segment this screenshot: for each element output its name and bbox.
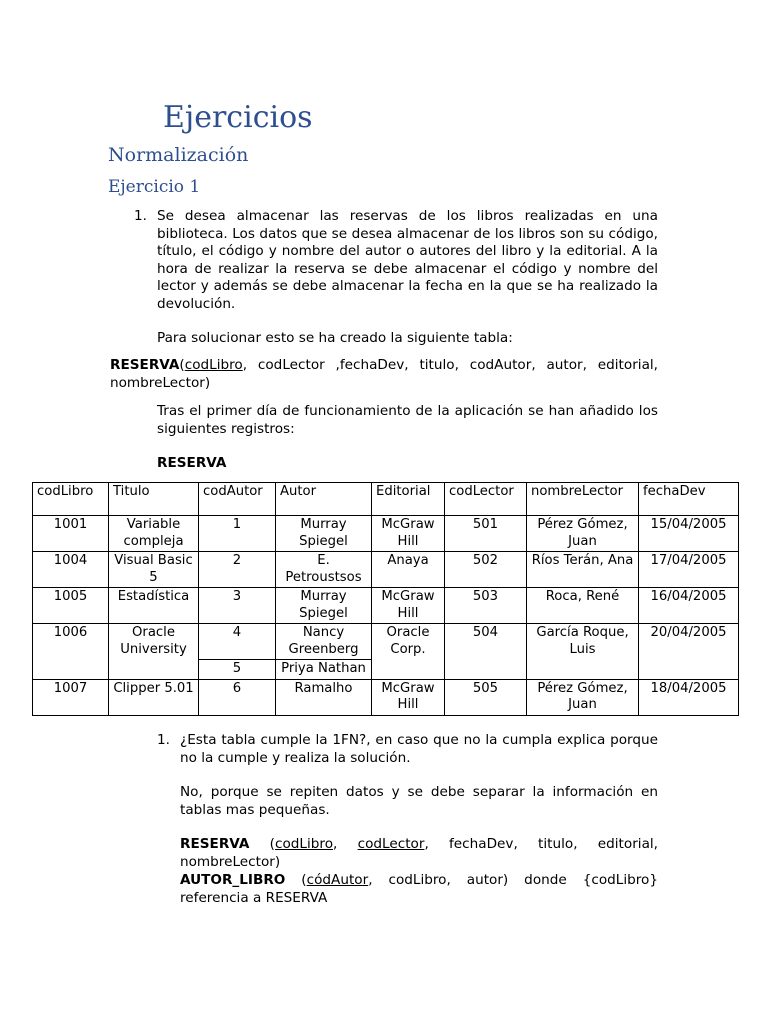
table-row [33,624,739,660]
table-cell: 501 [445,516,527,552]
solution-reserva-key1: codLibro [275,836,334,852]
table-cell: 17/04/2005 [639,552,739,588]
section-heading: Normalización [108,144,249,166]
table-cell: Murray Spiegel [276,588,372,624]
table-cell: Ríos Terán, Ana [527,552,639,588]
table-cell: Visual Basic 5 [109,552,199,588]
column-header: Titulo [109,483,199,516]
column-header: nombreLector [527,483,639,516]
table-cell: Roca, René [527,588,639,624]
question-text: ¿Esta tabla cumple la 1FN?, en caso que no la cumpla explica porque no la cumple y realiza la solución. [180,732,658,766]
table-cell: 502 [445,552,527,588]
table-cell: 1004 [33,552,109,588]
table-row [33,588,739,624]
table-cell: 1 [199,516,276,552]
solution-autor-libro-name: AUTOR_LIBRO [180,872,286,888]
table-header-row [33,483,739,516]
solution-intro: Para solucionar esto se ha creado la siguiente tabla: [157,330,513,346]
table-cell: McGraw Hill [372,679,445,715]
records-intro: Tras el primer día de funcionamiento de la aplicación se han añadido los siguientes registros: [157,403,658,437]
table-cell: Pérez Gómez, Juan [527,516,639,552]
table-cell: Pérez Gómez, Juan [527,679,639,715]
solution-reserva-name: RESERVA [180,836,250,852]
table-cell: Murray Spiegel [276,516,372,552]
table-cell: 16/04/2005 [639,588,739,624]
solution-autor-libro-key: códAutor [306,872,369,888]
table-cell: McGraw Hill [372,516,445,552]
solution-autor-libro-attributes: , codLibro, autor) donde {codLibro} referencia a RESERVA [180,872,658,906]
column-header: fechaDev [639,483,739,516]
table-cell: 5 [199,660,276,680]
column-header: Autor [276,483,372,516]
table-cell: Priya Nathan [276,660,372,680]
table-cell: McGraw Hill [372,588,445,624]
table-cell: 505 [445,679,527,715]
table-cell: Nancy Greenberg [276,624,372,660]
table-cell: 4 [199,624,276,660]
table-cell: Oracle Corp. [372,624,445,680]
table-cell: 1007 [33,679,109,715]
table-cell: Clipper 5.01 [109,679,199,715]
solution-reserva-attributes: , fechaDev, titulo, editorial, nombreLector) [180,836,658,870]
table-cell: 1006 [33,624,109,680]
table-cell: 2 [199,552,276,588]
solution-reserva-key2: codLector [357,836,425,852]
page-title: Ejercicios [163,100,313,135]
schema-definition [110,357,658,392]
answer-text: No, porque se repiten datos y se debe separar la información en tablas mas pequeñas. [180,784,658,818]
table-cell: 18/04/2005 [639,679,739,715]
table-title: RESERVA [157,455,227,471]
solution-reserva-schema [180,836,658,871]
schema-open: ( [179,357,185,373]
reserva-table [32,482,739,716]
exercise-heading: Ejercicio 1 [108,177,201,197]
table-row [33,679,739,715]
column-header: codLector [445,483,527,516]
column-header: codLibro [33,483,109,516]
table-cell: Oracle University [109,624,199,680]
table-cell: Variable compleja [109,516,199,552]
table-cell: 1005 [33,588,109,624]
table-cell: 504 [445,624,527,680]
table-row [33,516,739,552]
schema-name: RESERVA [110,357,180,373]
solution-reserva-open: ( [249,836,275,852]
column-header: codAutor [199,483,276,516]
table-cell: 503 [445,588,527,624]
table-cell: 20/04/2005 [639,624,739,680]
schema-attributes: , codLector ,fechaDev, titulo, codAutor, autor, editorial, nombreLector) [110,357,658,391]
item-number: 1. [134,208,147,224]
question-number: 1. [157,732,170,748]
table-cell: García Roque, Luis [527,624,639,680]
table-cell: E. Petroustsos [276,552,372,588]
table-cell: Anaya [372,552,445,588]
table-cell: Ramalho [276,679,372,715]
table-cell: 15/04/2005 [639,516,739,552]
schema-primary-key: codLibro [184,357,243,373]
solution-autor-libro-schema [180,872,658,907]
table-cell: 3 [199,588,276,624]
exercise-description: Se desea almacenar las reservas de los libros realizadas en una biblioteca. Los datos que se desea almacenar de los libros son su código, título, el código y nombre del autor o autores del libro y la editorial. A la hora de realizar la reserva se debe almacenar el código y nombre del lector y además se debe almacenar la fecha en la que se ha realizado la devolución. [157,208,658,312]
solution-reserva-sep: , [333,836,358,852]
column-header: Editorial [372,483,445,516]
table-row [33,552,739,588]
table-cell: 1001 [33,516,109,552]
solution-autor-libro-open: ( [285,872,307,888]
table-cell: 6 [199,679,276,715]
table-cell: Estadística [109,588,199,624]
